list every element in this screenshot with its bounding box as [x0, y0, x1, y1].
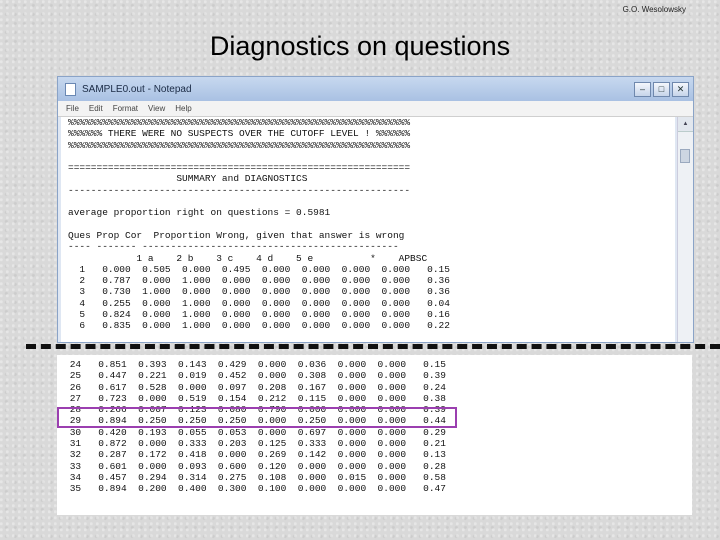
table-row: 34 0.457 0.294 0.314 0.275 0.108 0.000 0.015 0.000 0.58 [64, 471, 446, 483]
question-28-highlight [57, 407, 457, 428]
scroll-thumb[interactable] [680, 149, 690, 163]
menu-format[interactable]: Format [112, 104, 139, 113]
text-line: average proportion right on questions = 0.5981 [68, 207, 331, 219]
window-titlebar[interactable] [58, 77, 693, 101]
table-row: 28 0.266 0.007 0.123 0.080 0.790 0.000 0.000 0.000 0.39 [64, 404, 446, 416]
notepad-icon [65, 83, 76, 96]
window-title: SAMPLE0.out - Notepad [82, 83, 192, 95]
table-row: 25 0.447 0.221 0.019 0.452 0.000 0.308 0.000 0.000 0.39 [64, 370, 446, 382]
text-line: %%%%%% THERE WERE NO SUSPECTS OVER THE CUTOFF LEVEL ! %%%%%% [68, 128, 411, 140]
output-excerpt-panel [57, 355, 692, 515]
vertical-scrollbar[interactable] [677, 117, 693, 342]
menu-file[interactable]: File [66, 104, 79, 113]
table-row: 2 0.787 0.000 1.000 0.000 0.000 0.000 0.000 0.000 0.36 [68, 275, 450, 287]
text-line: ---- ------- --------------------------------------------- [68, 241, 399, 253]
close-button[interactable]: ✕ [672, 82, 689, 97]
text-editor[interactable] [61, 117, 675, 342]
text-line: Ques Prop Cor Proportion Wrong, given that answer is wrong [68, 229, 405, 241]
text-line: ============================================================ [68, 162, 411, 174]
table-row: 35 0.894 0.200 0.400 0.300 0.100 0.000 0.000 0.000 0.47 [64, 483, 446, 495]
window-controls [632, 82, 689, 97]
menu-edit[interactable]: Edit [88, 104, 103, 113]
author-credit: G.O. Wesolowsky [622, 5, 686, 14]
text-line: 1 a 2 b 3 c 4 d 5 e * APBSC [68, 252, 428, 264]
maximize-button[interactable]: □ [653, 82, 670, 97]
dashed-separator [26, 344, 720, 349]
text-line: ------------------------------------------------------------ [68, 184, 411, 196]
table-row: 3 0.730 1.000 0.000 0.000 0.000 0.000 0.000 0.000 0.36 [68, 286, 450, 298]
output-text-upper [61, 117, 675, 332]
minimize-button[interactable]: – [634, 82, 651, 97]
table-row: 6 0.835 0.000 1.000 0.000 0.000 0.000 0.000 0.000 0.22 [68, 320, 450, 332]
table-row: 32 0.287 0.172 0.418 0.000 0.269 0.142 0.000 0.000 0.13 [64, 449, 446, 461]
table-row: 33 0.601 0.000 0.093 0.600 0.120 0.000 0.000 0.000 0.28 [64, 460, 446, 472]
table-row: 29 0.894 0.250 0.250 0.250 0.000 0.250 0.000 0.000 0.44 [64, 415, 446, 427]
slide-title: Diagnostics on questions [209, 31, 511, 61]
text-line: %%%%%%%%%%%%%%%%%%%%%%%%%%%%%%%%%%%%%%%%%%%%%%%%%%%%%%%%%%%% [68, 139, 411, 151]
table-row: 1 0.000 0.505 0.000 0.495 0.000 0.000 0.000 0.000 0.15 [68, 263, 450, 275]
table-row: 5 0.824 0.000 1.000 0.000 0.000 0.000 0.000 0.000 0.16 [68, 309, 450, 321]
notepad-window [57, 76, 694, 343]
scroll-up-arrow-icon[interactable]: ▲ [678, 117, 693, 132]
table-row: 24 0.851 0.393 0.143 0.429 0.000 0.036 0.000 0.000 0.15 [64, 359, 446, 370]
menu-bar [58, 101, 693, 117]
table-row: 30 0.420 0.193 0.055 0.053 0.000 0.697 0.000 0.000 0.29 [64, 426, 446, 438]
menu-help[interactable]: Help [175, 104, 192, 113]
table-row: 27 0.723 0.000 0.519 0.154 0.212 0.115 0.000 0.000 0.38 [64, 392, 446, 404]
table-row: 26 0.617 0.528 0.000 0.097 0.208 0.167 0.000 0.000 0.24 [64, 381, 446, 393]
text-line: SUMMARY and DIAGNOSTICS [68, 173, 308, 185]
text-line: %%%%%%%%%%%%%%%%%%%%%%%%%%%%%%%%%%%%%%%%%%%%%%%%%%%%%%%%%%%% [68, 117, 411, 128]
table-row: 4 0.255 0.000 1.000 0.000 0.000 0.000 0.000 0.000 0.04 [68, 297, 450, 309]
table-row: 31 0.872 0.000 0.333 0.203 0.125 0.333 0.000 0.000 0.21 [64, 438, 446, 450]
menu-view[interactable]: View [148, 104, 166, 113]
